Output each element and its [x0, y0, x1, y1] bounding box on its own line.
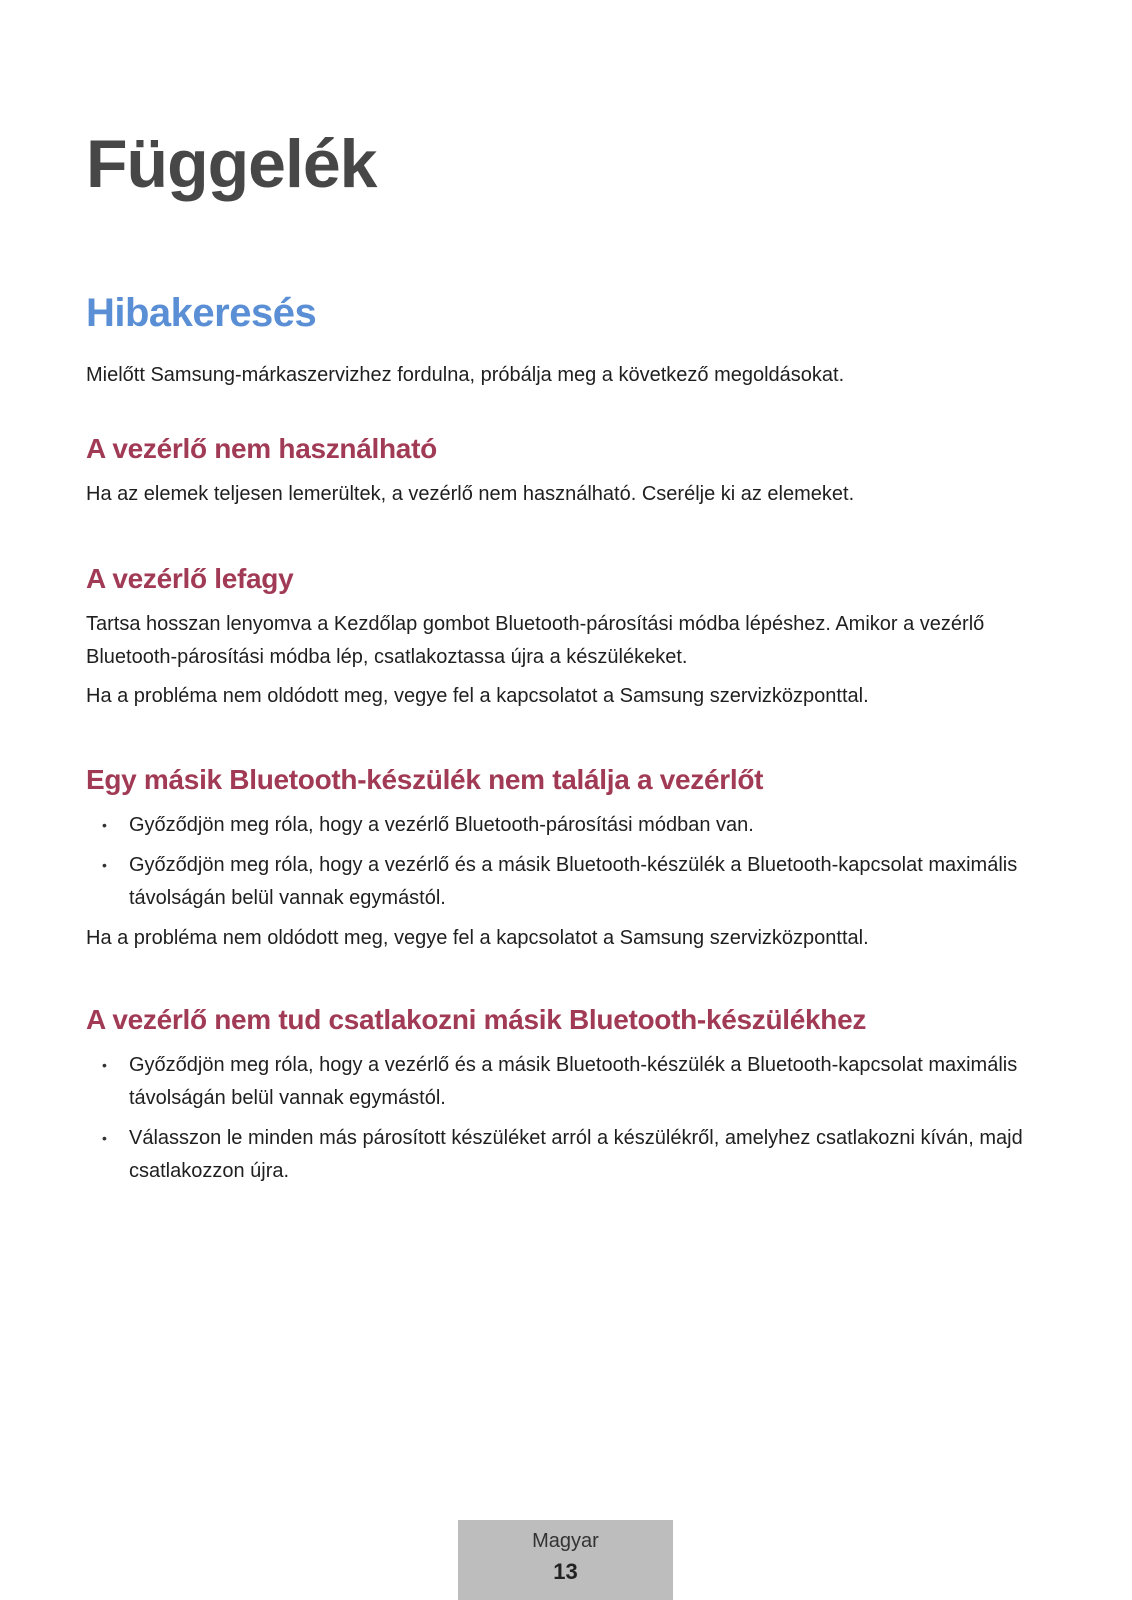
- subsection-title: A vezérlő nem tud csatlakozni másik Bluetooth-készülékhez: [86, 1004, 867, 1035]
- list-item-text: Győződjön meg róla, hogy a vezérlő Bluetooth-párosítási módban van.: [129, 814, 754, 836]
- paragraph: Ha az elemek teljesen lemerültek, a vezérlő nem használható. Cserélje ki az elemeket.: [86, 483, 855, 505]
- section-controller-freezes: [86, 562, 1046, 719]
- bullet-list: [86, 809, 1046, 915]
- list-item: [86, 1122, 1046, 1188]
- list-item: [86, 809, 1046, 842]
- bullet-icon: •: [102, 1130, 107, 1146]
- page-footer: [458, 1520, 673, 1600]
- subsection-title: A vezérlő lefagy: [86, 563, 294, 594]
- list-item: [86, 1049, 1046, 1115]
- subsection-title: A vezérlő nem használható: [86, 433, 437, 464]
- bullet-icon: •: [102, 817, 107, 833]
- section-device-cannot-find-controller: [86, 763, 1046, 961]
- chapter-title: Függelék: [86, 126, 377, 202]
- list-item-text: Győződjön meg róla, hogy a vezérlő és a másik Bluetooth-készülék a Bluetooth-kapcsolat maximális távolságán belül vannak egymástól.: [129, 1054, 1018, 1109]
- bullet-icon: •: [102, 1057, 107, 1073]
- page-number: 13: [553, 1559, 578, 1584]
- list-item-text: Válasszon le minden más párosított készüléket arról a készülékről, amelyhez csatlakozni kíván, majd csatlakozzon újra.: [129, 1127, 1023, 1182]
- intro-text: Mielőtt Samsung-márkaszervizhez fordulna, próbálja meg a következő megoldásokat.: [86, 364, 845, 386]
- paragraph: Ha a probléma nem oldódott meg, vegye fel a kapcsolatot a Samsung szervizközponttal.: [86, 685, 869, 707]
- list-item-text: Győződjön meg róla, hogy a vezérlő és a másik Bluetooth-készülék a Bluetooth-kapcsolat maximális távolságán belül vannak egymástól.: [129, 854, 1018, 909]
- section-controller-cannot-connect: [86, 1003, 1046, 1195]
- paragraph: Ha a probléma nem oldódott meg, vegye fel a kapcsolatot a Samsung szervizközponttal.: [86, 927, 869, 949]
- section-title: Hibakeresés: [86, 291, 317, 335]
- bullet-list: [86, 1049, 1046, 1188]
- bullet-icon: •: [102, 857, 107, 873]
- footer-language: Magyar: [532, 1530, 599, 1552]
- section-controller-unusable: [86, 432, 1046, 517]
- list-item: [86, 849, 1046, 915]
- paragraph: Tartsa hosszan lenyomva a Kezdőlap gombot Bluetooth-párosítási módba lépéshez. Amikor a vezérlő Bluetooth-párosítási módba lép, csatlakoztassa újra a készülékeket.: [86, 613, 985, 668]
- subsection-title: Egy másik Bluetooth-készülék nem találja a vezérlőt: [86, 764, 764, 795]
